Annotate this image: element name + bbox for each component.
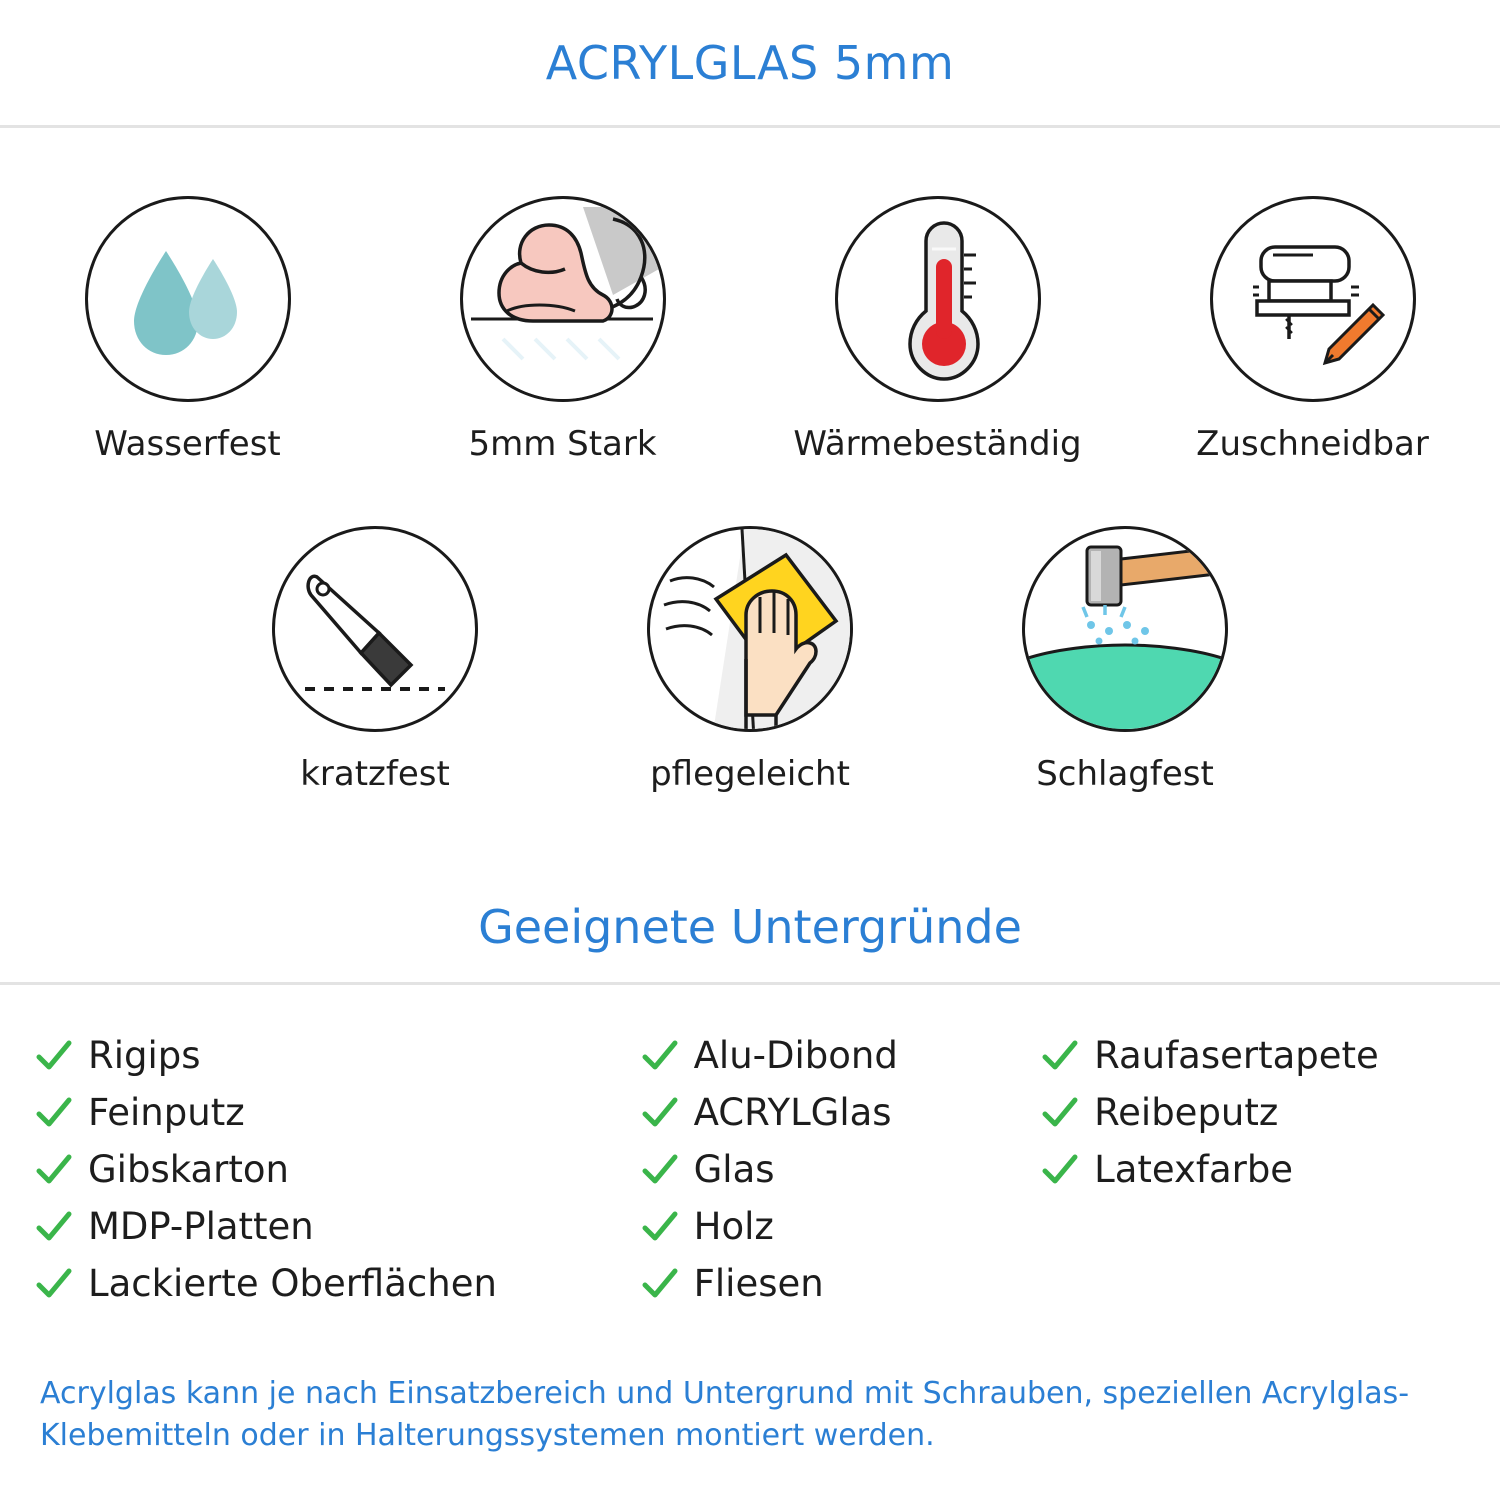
- check-mark-icon: [640, 1207, 680, 1247]
- check-mark-icon: [1040, 1036, 1080, 1076]
- feature-zuschneidbar: [1125, 196, 1500, 464]
- feature-5mm-stark: [375, 196, 750, 464]
- list-item-label: Glas: [693, 1148, 775, 1191]
- check-mark-icon: [1040, 1150, 1080, 1190]
- check-mark-icon: [34, 1264, 74, 1304]
- list-item-label: Fliesen: [693, 1262, 824, 1305]
- hammer-impact-icon: [1022, 526, 1228, 732]
- feature-label: kratzfest: [300, 754, 450, 794]
- water-drops-icon: [85, 196, 291, 402]
- check-mark-icon: [640, 1093, 680, 1133]
- list-item-label: Rigips: [88, 1034, 201, 1077]
- knife-scratch-icon: [272, 526, 478, 732]
- check-mark-icon: [640, 1150, 680, 1190]
- list-item-label: MDP-Platten: [88, 1205, 314, 1248]
- check-mark-icon: [640, 1264, 680, 1304]
- check-mark-icon: [1040, 1093, 1080, 1133]
- feature-label: 5mm Stark: [468, 424, 657, 464]
- check-mark-icon: [34, 1150, 74, 1190]
- list-item-label: ACRYLGlas: [693, 1091, 892, 1134]
- list-item: [1040, 1027, 1466, 1084]
- list-item-label: Holz: [693, 1205, 774, 1248]
- flexed-arm-icon: [460, 196, 666, 402]
- feature-schlagfest: [938, 526, 1313, 794]
- list-item: [640, 1084, 1040, 1141]
- list-item: [34, 1084, 640, 1141]
- feature-label: Zuschneidbar: [1196, 424, 1429, 464]
- feature-section: [0, 128, 1500, 794]
- section-title: Geeignete Untergründe: [478, 900, 1022, 954]
- check-mark-icon: [34, 1093, 74, 1133]
- substrates-checklist: [0, 985, 1500, 1312]
- list-item: [1040, 1084, 1466, 1141]
- list-item-label: Latexfarbe: [1094, 1148, 1294, 1191]
- feature-label: Wasserfest: [94, 424, 281, 464]
- footer-note: Acrylglas kann je nach Einsatzbereich und Untergrund mit Schrauben, speziellen Acrylglas-Klebemitteln oder in Halterungssystemen montiert werden.: [40, 1375, 1410, 1454]
- list-item: [34, 1198, 640, 1255]
- list-item-label: Gibskarton: [88, 1148, 289, 1191]
- list-item: [640, 1027, 1040, 1084]
- feature-row-2: [0, 526, 1500, 794]
- feature-kratzfest: [188, 526, 563, 794]
- feature-pflegeleicht: [563, 526, 938, 794]
- hand-cloth-cleaning-icon: [647, 526, 853, 732]
- header: [0, 0, 1500, 128]
- check-mark-icon: [34, 1207, 74, 1247]
- feature-label: Wärmebeständig: [793, 424, 1082, 464]
- list-item: [34, 1141, 640, 1198]
- feature-label: Schlagfest: [1036, 754, 1214, 794]
- list-item: [640, 1255, 1040, 1312]
- check-mark-icon: [34, 1036, 74, 1076]
- list-item: [34, 1255, 640, 1312]
- feature-label: pflegeleicht: [650, 754, 850, 794]
- checklist-column-3: [1040, 1027, 1466, 1312]
- list-item: [34, 1027, 640, 1084]
- jigsaw-cutting-icon: [1210, 196, 1416, 402]
- list-item: [640, 1198, 1040, 1255]
- feature-wasserfest: [0, 196, 375, 464]
- list-item-label: Feinputz: [88, 1091, 245, 1134]
- thermometer-icon: [835, 196, 1041, 402]
- feature-row-1: [0, 196, 1500, 464]
- checklist-column-1: [34, 1027, 640, 1312]
- section-header: [0, 872, 1500, 985]
- list-item-label: Reibeputz: [1094, 1091, 1279, 1134]
- check-mark-icon: [640, 1036, 680, 1076]
- page-title: ACRYLGLAS 5mm: [545, 35, 955, 90]
- list-item: [1040, 1141, 1466, 1198]
- list-item-label: Lackierte Oberflächen: [88, 1262, 497, 1305]
- list-item-label: Raufasertapete: [1094, 1034, 1379, 1077]
- list-item: [640, 1141, 1040, 1198]
- list-item-label: Alu-Dibond: [693, 1034, 898, 1077]
- feature-waermebestaendig: [750, 196, 1125, 464]
- checklist-column-2: [640, 1027, 1040, 1312]
